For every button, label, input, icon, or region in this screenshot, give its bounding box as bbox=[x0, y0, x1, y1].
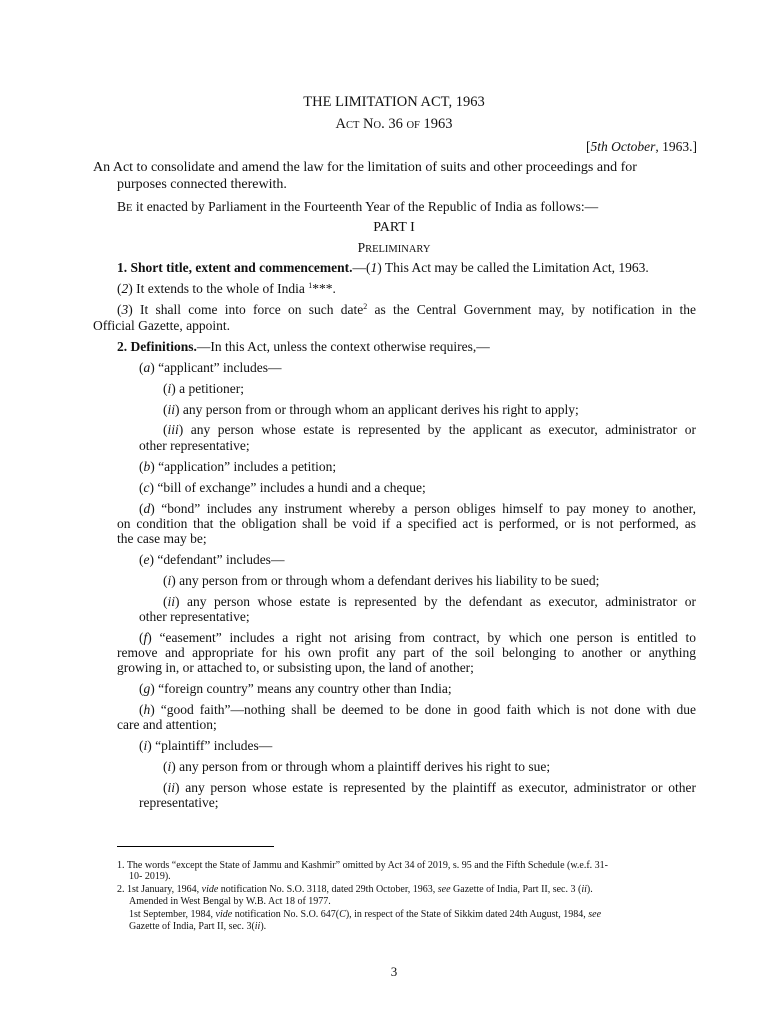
def-i-ii-line-2: representative; bbox=[139, 795, 219, 810]
def-a-i: (i) a petitioner; bbox=[163, 381, 244, 396]
def-f-line-3: growing in, or attached to, or subsisting upon, the land of another; bbox=[117, 660, 474, 675]
def-e-i: (i) any person from or through whom a defendant derives his liability to be sued; bbox=[163, 573, 600, 588]
footnote-2-line-3: 1st September, 1984, vide notification No. S.O. 647(C), in respect of the State of Sikkim dated 24th August, 1984, see bbox=[129, 909, 602, 920]
def-g: (g) “foreign country” means any country other than India; bbox=[139, 681, 452, 696]
def-a-iii-line-1: (iii) any person whose estate is represented by the applicant as executor, administrator or bbox=[163, 422, 696, 437]
def-i: (i) “plaintiff” includes— bbox=[139, 738, 273, 753]
def-a-ii: (ii) any person from or through whom an applicant derives his right to apply; bbox=[163, 402, 579, 417]
section-2-heading: 2. Definitions.—In this Act, unless the context otherwise requires,— bbox=[117, 339, 490, 354]
enactment-date: [5th October, 1963.] bbox=[586, 139, 697, 154]
footnote-2-line-1: 2. 1st January, 1964, vide notification No. S.O. 3118, dated 29th October, 1963, see Gazette of India, Part II, sec. 3 (ii). bbox=[117, 884, 593, 895]
section-1-3-line-1: (3) It shall come into force on such date$^2$ as the Central Government may, by notification in the bbox=[117, 302, 696, 317]
def-d-line-2: on condition that the obligation shall be void if a specified act is performed, or is not performed, as bbox=[117, 516, 696, 531]
def-f-line-1: (f) “easement” includes a right not arising from contract, by which one person is entitled to bbox=[139, 630, 696, 645]
part-heading: PART I bbox=[373, 220, 415, 235]
act-number: ACT NO. 36 OF 1963 bbox=[335, 116, 453, 132]
footnote-2-line-4: Gazette of India, Part II, sec. 3(ii). bbox=[129, 921, 267, 932]
def-i-ii-line-1: (ii) any person whose estate is represented by the plaintiff as executor, administrator or other bbox=[163, 780, 696, 795]
footnote-2-line-2: Amended in West Bengal by W.B. Act 18 of 1977. bbox=[129, 896, 331, 907]
def-c: (c) “bill of exchange” includes a hundi and a cheque; bbox=[139, 480, 426, 495]
def-e-ii-line-2: other representative; bbox=[139, 609, 250, 624]
def-e: (e) “defendant” includes— bbox=[139, 552, 285, 567]
page-number: 3 bbox=[390, 964, 398, 979]
def-h-line-2: care and attention; bbox=[117, 717, 217, 732]
def-i-i: (i) any person from or through whom a plaintiff derives his right to sue; bbox=[163, 759, 551, 774]
preamble-line-2: purposes connected therewith. bbox=[117, 177, 287, 192]
footnote-1-line-2: 10- 2019). bbox=[129, 871, 171, 882]
enacting-clause: BE it enacted by Parliament in the Fourteenth Year of the Republic of India as follows:— bbox=[117, 199, 599, 214]
def-f-line-2: remove and appropriate for his own profit any part of the soil belonging to another or anything bbox=[117, 645, 696, 660]
section-1-heading: 1. Short title, extent and commencement.—(1) This Act may be called the Limitation Act, 1963. bbox=[117, 260, 649, 275]
def-b: (b) “application” includes a petition; bbox=[139, 459, 337, 474]
act-title: THE LIMITATION ACT, 1963 bbox=[303, 94, 485, 110]
def-h-line-1: (h) “good faith”—nothing shall be deemed to be done in good faith which is not done with due bbox=[139, 702, 696, 717]
def-d-line-3: the case may be; bbox=[117, 531, 207, 546]
preamble-line-1: An Act to consolidate and amend the law for the limitation of suits and other proceedings and for bbox=[93, 160, 637, 175]
footnote-separator bbox=[117, 846, 274, 847]
def-a-iii-line-2: other representative; bbox=[139, 438, 250, 453]
section-1-3-line-2: Official Gazette, appoint. bbox=[93, 318, 230, 333]
def-e-ii-line-1: (ii) any person whose estate is represented by the defendant as executor, administrator or bbox=[163, 594, 696, 609]
def-a: (a) “applicant” includes— bbox=[139, 360, 282, 375]
def-d-line-1: (d) “bond” includes any instrument whereby a person obliges himself to pay money to another, bbox=[139, 501, 696, 516]
chapter-heading: PRELIMINARY bbox=[357, 240, 431, 255]
footnote-1-line-1: 1. The words “except the State of Jammu and Kashmir” omitted by Act 34 of 2019, s. 95 and the Fifth Schedule (w.e.f. 31- bbox=[117, 860, 609, 871]
section-1-2: (2) It extends to the whole of India $^1$***. bbox=[117, 281, 336, 296]
